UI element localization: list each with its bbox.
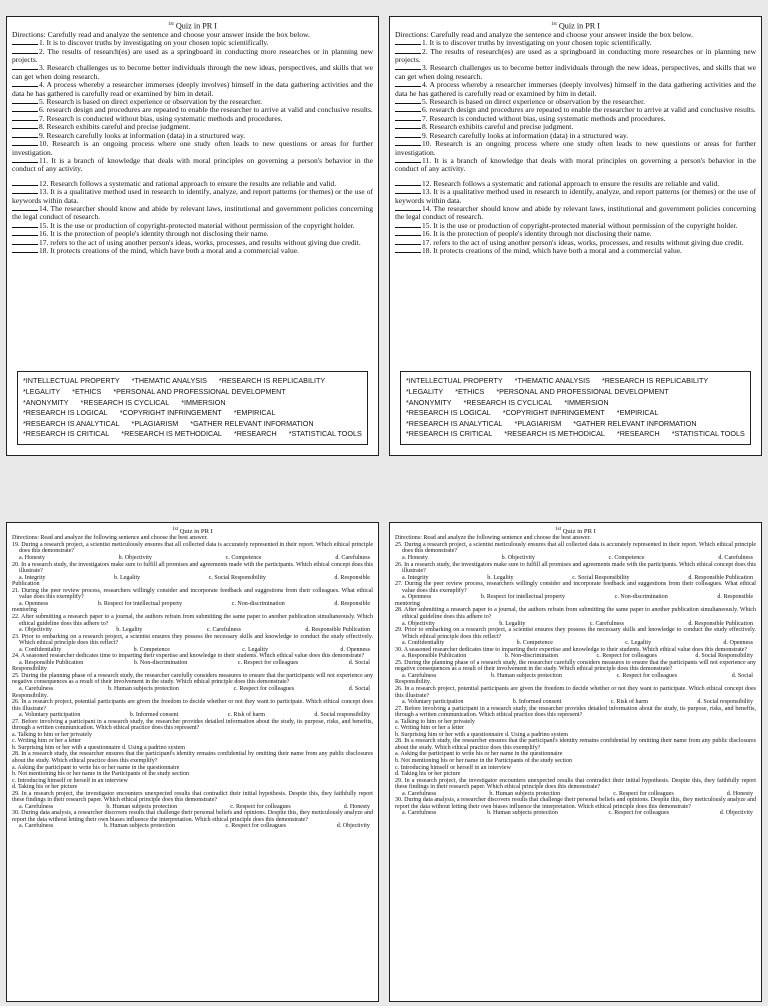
answer-option: a. Voluntary participation	[19, 712, 81, 719]
answer-option: b. Legality	[487, 574, 514, 581]
directions: Directions: Carefully read and analyze the sentence and choose your answer inside the box below.	[12, 29, 310, 39]
answer-blank	[12, 193, 38, 194]
question: 29. In a research project, the investigator encounters unexpected results that contradict their initial hypothesis. Despite this, they faithfully report these findings in their research paper. Which ethical principle does this demonstrate?	[12, 790, 373, 804]
choice-option: *ANONYMITY	[406, 397, 452, 407]
question: 22. After submitting a research paper to a journal, the authors refrain from submitting the same paper to another publication simultaneously. Which ethical guideline does this adhere to?	[12, 613, 373, 627]
answer-line: d. Taking his or her picture	[395, 771, 461, 778]
answer-blank	[395, 137, 421, 138]
question: 30. During data analysis, a researcher discovers results that challenge their personal beliefs and opinions. Despite this, they meticulously analyze and report the data without letting their own biases influence the interpretation. Which ethical principle does this demonstrate?	[12, 810, 373, 823]
answer-option: d. Responsible	[334, 600, 370, 607]
page-title: $^{1st}$ Quiz in PR I	[172, 527, 213, 536]
choice-row	[406, 376, 745, 387]
choice-option: *RESEARCH IS CRITICAL	[23, 429, 110, 439]
matching-item	[12, 140, 373, 157]
answer-option: a. Objectivity	[19, 627, 52, 634]
matching-item-text: 1. It is to discover truths by investigating on your chosen topic scientifically.	[39, 38, 269, 48]
answer-blank	[395, 103, 421, 104]
answer-choices-box	[400, 371, 751, 445]
answer-blank	[395, 185, 421, 186]
answer-blank	[395, 227, 421, 228]
choice-option: *THEMATIC ANALYSIS	[131, 376, 207, 386]
answer-line: c. Introducing himself or herself in an interview	[395, 764, 511, 771]
answer-line: b. Surprising him or her with a questionnaire d. Using a padrino system	[12, 744, 185, 751]
question: 21. During the peer review process, researchers willingly consider and incorporate feedback and suggestions from their colleagues. What ethical value does this exemplify?	[12, 587, 373, 601]
matching-item-text: 11. It is a branch of knowledge that deals with moral principles on governing a person's behavior in the conduct of any activity.	[12, 155, 373, 174]
quiz-page-matching-left	[6, 16, 379, 456]
answer-blank	[12, 53, 38, 54]
question: 26. In a research project, potential participants are given the freedom to decide whether or not they want to participate. Which ethical concept does this illustrate?	[12, 699, 373, 712]
matching-item	[395, 140, 756, 157]
answer-option: b. Informed consent	[512, 699, 562, 706]
answer-line: c. Writing him or her a letter	[12, 738, 81, 745]
choice-option: *LEGALITY	[23, 387, 61, 397]
question: 27. Before involving a participant in a research study, the researcher provides detailed information about the study, its purpose, risks, and benefits, through a written communication. Which ethical practice does this represent?	[12, 718, 373, 732]
matching-item-text: 1. It is to discover truths by investigating on your chosen topic scientifically.	[422, 38, 652, 48]
matching-item-text: 5. Research is based on direct experience or observation by the researcher.	[39, 97, 263, 107]
matching-item-text: 3. Research challenges us to become better individuals through the new ideas, perspectives, and skills that we can get when doing research.	[12, 63, 373, 81]
answer-option: c. Respect for colleagues	[233, 685, 295, 692]
matching-item-text: 11. It is a branch of knowledge that deals with moral principles on governing a person's behavior in the conduct of any activity.	[395, 155, 756, 174]
answer-blank	[12, 244, 38, 245]
choice-option: *PLAGIARISM	[131, 418, 179, 428]
answer-line: a. Talking to him or her privately	[12, 731, 92, 738]
answer-option: b. Informed consent	[129, 712, 179, 719]
answer-blank	[395, 145, 421, 146]
question: 24. A seasoned researcher dedicates time to imparting their expertise and knowledge to their students. Which ethical value does this demonstrate?	[12, 653, 365, 660]
answer-option: d. Openness	[340, 646, 370, 653]
choice-option: *PERSONAL AND PROFESSIONAL DEVELOPMENT	[113, 387, 286, 397]
matching-item-text: 6. research design and procedures are repeated to enable the researcher to arrive at valid and conclusive results.	[39, 105, 373, 115]
answer-option: d. Social	[348, 685, 370, 692]
choice-option: *IMMERSION	[181, 397, 226, 407]
question: 28. In a research study, the researcher ensures that the participant's identity remains confidential by omitting their name from any public disclosures about the study. Which ethical practice does this exemplify?	[395, 738, 756, 751]
choice-option: *ANONYMITY	[23, 397, 69, 407]
choice-option: *RESEARCH IS LOGICAL	[406, 408, 491, 418]
matching-item	[395, 64, 756, 81]
page-title: $^{1st}$ Quiz in PR I	[555, 527, 596, 536]
answer-option: c. Legality	[625, 640, 652, 647]
answer-line: b. Surprising him or her with a questionnaire d. Using a padrino system	[395, 731, 568, 738]
matching-item	[395, 48, 756, 65]
answer-option: b. Human subjects protection	[489, 790, 561, 797]
question: 28. In a research study, the researcher ensures that the participant's identity remains confidential by omitting their name from any public disclosures about the study. Which ethical practice does this exemplify?	[12, 751, 373, 764]
choice-option: *INTELLECTUAL PROPERTY	[23, 376, 120, 386]
matching-item-text: 2. The results of research(es) are used as a springboard in conducting more researches or in planning new projects.	[12, 46, 373, 65]
answer-line: b. Not mentioning his or her name in the Participants of the study section	[395, 757, 573, 764]
matching-item-text: 10. Research is an ongoing process where one study often leads to new questions or areas for further investigation.	[395, 139, 756, 157]
answer-option: d. Social	[731, 672, 753, 679]
choice-option: *ETHICS	[455, 387, 485, 397]
answer-option: c. Risk of harm	[227, 712, 265, 719]
answer-option: b. Respect for intellectual property	[480, 594, 565, 601]
question: 25. During the planning phase of a research study, the researcher carefully considers measures to ensure that the participants will not experience any negative consequences as a result of their involvement in the study. Which ethical principle does this demonstrate?	[395, 659, 756, 673]
answer-option: a. Integrity	[402, 574, 429, 581]
choice-option: *RESEARCH	[233, 429, 277, 439]
mc-questions	[395, 542, 756, 817]
answer-blank	[12, 69, 38, 70]
answer-blank	[395, 235, 421, 236]
answer-option: b. Legality	[116, 627, 143, 634]
answer-option: a. Carefulness	[402, 672, 437, 679]
choice-option: *PLAGIARISM	[514, 418, 562, 428]
answer-option: d. Responsible Publication	[688, 574, 753, 581]
answer-option: a. Carefulness	[402, 790, 437, 797]
question: 30. A seasoned researcher dedicates time to imparting their expertise and knowledge to their students. Which ethical value does this demonstrate?	[395, 646, 748, 653]
choice-row	[23, 419, 362, 430]
answer-option: c. Competence	[225, 555, 262, 562]
answer-blank	[395, 252, 421, 253]
matching-item-text: 8. Research exhibits careful and precise judgment.	[39, 122, 191, 132]
matching-item	[395, 205, 756, 222]
answer-option: c. Risk of harm	[610, 699, 648, 706]
answer-option: d. Responsible Publication	[305, 627, 370, 634]
answer-line: mentoring	[12, 607, 37, 614]
question: 20. In a research study, the investigators make sure to fulfill all promises and agreements made with the participants. Which ethical concept does this illustrate?	[12, 561, 373, 575]
choice-option: *PERSONAL AND PROFESSIONAL DEVELOPMENT	[496, 387, 669, 397]
matching-item-text: 15. It is the use or production of copyright-protected material without permission of the copyright holder.	[422, 220, 738, 230]
answer-blank	[12, 227, 38, 228]
choice-option: *GATHER RELEVANT INFORMATION	[573, 418, 697, 428]
quiz-page-mc-right	[389, 522, 762, 1002]
matching-items	[12, 39, 373, 255]
mc-questions	[12, 542, 373, 830]
answer-option: c. Social Responsibility	[208, 574, 266, 581]
answer-blank	[395, 162, 421, 163]
answer-option: b. Non-discrimination	[133, 659, 188, 666]
answer-blank	[395, 53, 421, 54]
answer-option: d. Responsible Publication	[688, 620, 753, 627]
answer-option: c. Non-discrimination	[614, 594, 668, 601]
matching-item-text: 16. It is the protection of people's identity through not disclosing their name.	[39, 229, 269, 239]
matching-item-text: 13. It is a qualitative method used in research to identify, analyze, and report patterns (or themes) or the use of keywords within data.	[12, 187, 373, 205]
choice-option: *ETHICS	[72, 387, 102, 397]
choice-option: *STATISTICAL TOOLS	[671, 429, 745, 439]
answer-blank	[12, 252, 38, 253]
directions: Directions: Read and analyze the following sentence and choose the best answer.	[395, 535, 591, 542]
answer-option: a. Responsible Publication	[402, 653, 467, 660]
answer-blank	[395, 193, 421, 194]
answer-option: a. Confidentiality	[19, 646, 62, 653]
choice-option: *COPYRIGHT INFRINGEMENT	[119, 408, 222, 418]
matching-item-text: 8. Research exhibits careful and precise judgment.	[422, 122, 574, 132]
answer-line: b. Not mentioning his or her name in the Participants of the study section	[12, 771, 190, 778]
choice-option: *THEMATIC ANALYSIS	[514, 376, 590, 386]
answer-option: b. Respect for intellectual property	[97, 600, 182, 607]
answer-option: d. Responsible	[334, 574, 370, 581]
answer-line: mentoring	[395, 600, 420, 607]
answer-line: Publication	[12, 581, 40, 588]
matching-item-text: 17. refers to the act of using another person's ideas, works, processes, and results without giving due credit.	[39, 237, 361, 247]
answer-option: d. Social Responsibility	[695, 653, 753, 660]
matching-item-text: 7. Research is conducted without bias, using systematic methods and procedures.	[39, 113, 283, 123]
matching-item-text: 7. Research is conducted without bias, using systematic methods and procedures.	[422, 113, 666, 123]
answer-option: b. Objectivity	[501, 555, 535, 562]
answer-option: b. Legality	[113, 574, 141, 581]
answer-blank	[12, 120, 38, 121]
answer-option: c. Non-discrimination	[231, 600, 285, 607]
choice-row	[23, 398, 362, 409]
answer-option: a. Carefulness	[19, 685, 54, 692]
matching-item-text: 18. It protects creations of the mind, which have both a moral and a commercial value.	[422, 245, 682, 255]
question: 25. During the planning phase of a research study, the researcher carefully considers measures to ensure that the participants will not experience any negative consequences as a result of their involvement in the study. Which ethical principle does this demonstrate?	[12, 672, 373, 686]
page-title: $^{1st}$ Quiz in PR I	[550, 21, 601, 31]
answer-line: a. Talking to him or her privately	[395, 718, 475, 725]
answer-option: d. Responsible	[717, 594, 753, 601]
matching-item-text: 5. Research is based on direct experience or observation by the researcher.	[422, 97, 646, 107]
matching-item-text: 14. The researcher should know and abide by relevant laws, institutional and government policies concerning the legal conduct of research.	[395, 203, 756, 222]
answer-option: a. Carefulness	[19, 803, 54, 810]
matching-item	[395, 247, 756, 255]
answer-blank	[395, 86, 421, 87]
answer-option: b. Objectivity	[118, 555, 152, 562]
choice-option: *RESEARCH IS CRITICAL	[406, 429, 493, 439]
matching-item-text: 3. Research challenges us to become better individuals through the new ideas, perspectives, and skills that we can get when doing research.	[395, 63, 756, 81]
matching-item-text: 4. A process whereby a researcher immerses (deeply involves) himself in the data gathering activities and the data he has gathered is carefully read or examined by him in detail.	[395, 80, 756, 98]
answer-blank	[12, 210, 38, 211]
page-title: $^{1st}$ Quiz in PR I	[167, 21, 218, 31]
matching-item-text: 9. Research carefully looks at information (data) in a structured way.	[39, 130, 246, 140]
matching-item	[395, 157, 756, 174]
answer-option: d. Honesty	[726, 790, 753, 797]
answer-line: Responsibility	[12, 666, 47, 673]
answer-blank	[395, 111, 421, 112]
matching-item	[12, 81, 373, 98]
answer-option: d. Social responsibility	[697, 699, 753, 706]
question: 25. During a research project, a scientist meticulously ensures that all collected data is accurately represented in their report. Which ethical principle does this demonstrate?	[395, 541, 756, 555]
answer-option: d. Objectivity	[336, 823, 370, 830]
answer-line: Responsibility.	[395, 679, 432, 686]
choice-option: *RESEARCH IS REPLICABILITY	[218, 376, 326, 386]
matching-item-text: 13. It is a qualitative method used in research to identify, analyze, and report patterns (or themes) or the use of keywords within data.	[395, 187, 756, 205]
answer-blank	[12, 162, 38, 163]
answer-blank	[12, 235, 38, 236]
answer-choices-box	[17, 371, 368, 445]
choice-row	[406, 429, 745, 440]
quiz-page-matching-right	[389, 16, 762, 456]
choice-option: *RESEARCH IS CYCLICAL	[463, 397, 553, 407]
answer-option: a. Honesty	[402, 555, 428, 562]
question: 28. After submitting a research paper to a journal, the authors refrain from submitting the same paper to another publication simultaneously. Which ethical guideline does this adhere to?	[395, 607, 756, 620]
question: 23. Prior to embarking on a research project, a scientist ensures they possess the necessary skills and knowledge to conduct the study effectively. Which ethical principle does this reflect?	[12, 633, 373, 647]
answer-line: d. Taking his or her picture	[12, 784, 78, 791]
answer-option: a. Carefulness	[402, 810, 437, 817]
matching-item-text: 9. Research carefully looks at information (data) in a structured way.	[422, 130, 629, 140]
answer-option: d. Objectivity	[719, 810, 753, 817]
choice-option: *RESEARCH IS CYCLICAL	[80, 397, 170, 407]
matching-item-text: 10. Research is an ongoing process where one study often leads to new questions or areas for further investigation.	[12, 139, 373, 157]
answer-option: c. Respect for colleagues	[596, 653, 657, 660]
choice-option: *INTELLECTUAL PROPERTY	[406, 376, 503, 386]
answer-blank	[395, 128, 421, 129]
answer-option: a. Objectivity	[402, 620, 435, 627]
answer-option: a. Carefulness	[19, 823, 54, 830]
answer-option: a. Confidentiality	[402, 640, 445, 647]
answer-option: d. Honesty	[343, 803, 370, 810]
choice-option: *LEGALITY	[406, 387, 444, 397]
choice-row	[406, 419, 745, 430]
answer-option: d. Social	[348, 659, 370, 666]
answer-option: d. Carefulness	[335, 555, 370, 562]
directions: Directions: Carefully read and analyze the sentence and choose your answer inside the box below.	[395, 29, 693, 39]
question: 26. In a research project, potential participants are given the freedom to decide whether or not they want to participate. Which ethical concept does this illustrate?	[395, 685, 756, 699]
answer-line: Responsibility.	[12, 692, 49, 699]
answer-option: c. Respect for colleagues	[230, 803, 291, 810]
answer-blank	[395, 120, 421, 121]
choice-option: *IMMERSION	[564, 397, 609, 407]
answer-line: a. Asking the participant to write his or her name in the questionnaire	[12, 764, 180, 771]
answer-option: c. Respect for colleagues	[616, 672, 678, 679]
answer-option: c. Respect for colleagues	[225, 823, 286, 830]
question: 26. In a research study, the investigators make sure to fulfill all promises and agreements made with the participants. Which ethical concept does this illustrate?	[395, 561, 756, 575]
matching-item-text: 17. refers to the act of using another person's ideas, works, processes, and results without giving due credit.	[422, 237, 744, 247]
directions: Directions: Read and analyze the following sentence and choose the best answer.	[12, 535, 208, 542]
choice-row	[406, 408, 745, 419]
choice-row	[23, 376, 362, 387]
answer-blank	[12, 44, 38, 45]
matching-item	[12, 64, 373, 81]
answer-blank	[395, 210, 421, 211]
answer-option: b. Human subjects protection	[491, 672, 562, 679]
matching-item-text: 2. The results of research(es) are used as a springboard in conducting more researches or in planning new projects.	[395, 46, 756, 65]
choice-option: *RESEARCH IS LOGICAL	[23, 408, 108, 418]
answer-option: b. Legality	[499, 620, 526, 627]
choice-option: *RESEARCH IS ANALYTICAL	[23, 418, 120, 428]
choice-row	[23, 408, 362, 419]
choice-option: *RESEARCH	[616, 429, 660, 439]
answer-option: d. Social responsibility	[314, 712, 370, 719]
choice-row	[23, 387, 362, 398]
choice-row	[406, 387, 745, 398]
choice-option: *RESEARCH IS ANALYTICAL	[406, 418, 503, 428]
question: 29. In a research project, the investigator encounters unexpected results that contradict their initial hypothesis. Despite this, they faithfully report these findings in their research paper. Which ethical principle does this demonstrate?	[395, 777, 756, 791]
matching-item	[12, 188, 373, 205]
matching-item-text: 4. A process whereby a researcher immerses (deeply involves) himself in the data gathering activities and the data he has gathered is carefully read or examined by him in detail.	[12, 80, 373, 98]
answer-option: b. Competence	[516, 640, 553, 647]
matching-item-text: 6. research design and procedures are repeated to enable the researcher to arrive at valid and conclusive results.	[422, 105, 756, 115]
answer-blank	[395, 244, 421, 245]
answer-line: a. Asking the participant to write his or her name in the questionnaire	[395, 751, 563, 758]
answer-option: c. Carefulness	[206, 627, 242, 634]
answer-option: b. Competence	[133, 646, 170, 653]
matching-item-text: 18. It protects creations of the mind, which have both a moral and a commercial value.	[39, 245, 299, 255]
choice-option: *GATHER RELEVANT INFORMATION	[190, 418, 314, 428]
matching-item	[12, 48, 373, 65]
answer-option: b. Human subjects protection	[108, 685, 179, 692]
answer-option: a. Voluntary participation	[402, 699, 464, 706]
choice-option: *COPYRIGHT INFRINGEMENT	[502, 408, 605, 418]
choice-option: *RESEARCH IS REPLICABILITY	[601, 376, 709, 386]
answer-blank	[395, 44, 421, 45]
quiz-page-mc-left	[6, 522, 379, 1002]
answer-option: a. Openness	[19, 600, 49, 607]
answer-option: d. Carefulness	[718, 555, 753, 562]
answer-option: a. Responsible Publication	[19, 659, 84, 666]
matching-item-text: 14. The researcher should know and abide by relevant laws, institutional and government policies concerning the legal conduct of research.	[12, 203, 373, 222]
question: 19. During a research project, a scientist meticulously ensures that all collected data is accurately represented in their report. Which ethical principle does this demonstrate?	[12, 541, 373, 555]
answer-option: d. Openness	[723, 640, 753, 647]
matching-item	[12, 157, 373, 174]
choice-option: *EMPIRICAL	[233, 408, 276, 418]
answer-option: c. Competence	[608, 555, 645, 562]
question: 30. During data analysis, a researcher discovers results that challenge their personal beliefs and opinions. Despite this, they meticulously analyze and report the data without letting their own biases influence the interpretation. Which ethical principle does this demonstrate?	[395, 797, 756, 810]
matching-item-text: 12. Research follows a systematic and rational approach to ensure the results are reliable and valid.	[39, 178, 337, 188]
matching-items	[395, 39, 756, 255]
question: 27. Before involving a participant in a research study, the researcher provides detailed information about the study, its purpose, risks, and benefits, through a written communication. Which ethical practice does this represent?	[395, 705, 756, 719]
matching-item-text: 12. Research follows a systematic and rational approach to ensure the results are reliable and valid.	[422, 178, 720, 188]
answer-option: b. Human subjects protection	[106, 803, 178, 810]
answer-line: c. Introducing himself or herself in an interview	[12, 777, 128, 784]
option-row	[395, 810, 756, 817]
answer-option: c. Legality	[242, 646, 269, 653]
matching-item	[395, 188, 756, 205]
answer-line: c. Writing him or her a letter	[395, 725, 464, 732]
matching-item	[395, 81, 756, 98]
answer-option: c. Social Responsibility	[572, 574, 630, 581]
answer-option: b. Non-discrimination	[504, 653, 559, 660]
answer-option: c. Respect for colleagues	[608, 810, 669, 817]
question: 29. Prior to embarking on a research project, a scientist ensures they possess the necessary skills and knowledge to conduct the study effectively. Which ethical principle does this reflect?	[395, 627, 756, 640]
choice-option: *STATISTICAL TOOLS	[288, 429, 362, 439]
answer-blank	[12, 137, 38, 138]
matching-item-text: 16. It is the protection of people's identity through not disclosing their name.	[422, 229, 652, 239]
matching-item-text: 15. It is the use or production of copyright-protected material without permission of the copyright holder.	[39, 220, 355, 230]
answer-blank	[12, 145, 38, 146]
answer-blank	[12, 86, 38, 87]
answer-option: a. Honesty	[19, 555, 45, 562]
answer-blank	[12, 185, 38, 186]
answer-option: c. Respect for colleagues	[613, 790, 674, 797]
matching-item	[12, 205, 373, 222]
answer-option: c. Carefulness	[589, 620, 625, 627]
answer-option: a. Openness	[402, 594, 432, 601]
matching-item	[12, 247, 373, 255]
answer-blank	[12, 111, 38, 112]
choice-option: *RESEARCH IS METHODICAL	[504, 429, 605, 439]
option-row	[12, 823, 373, 830]
answer-option: b. Human subjects protection	[103, 823, 175, 830]
answer-option: a. Integrity	[19, 574, 46, 581]
answer-blank	[12, 103, 38, 104]
choice-row	[406, 398, 745, 409]
answer-option: c. Respect for colleagues	[237, 659, 299, 666]
choice-option: *RESEARCH IS METHODICAL	[121, 429, 222, 439]
question: 27. During the peer review process, researchers willingly consider and incorporate feedback and suggestions from their colleagues. What ethical value does this exemplify?	[395, 581, 756, 594]
choice-option: *EMPIRICAL	[616, 408, 659, 418]
choice-row	[23, 429, 362, 440]
answer-blank	[12, 128, 38, 129]
answer-option: b. Human subjects protection	[486, 810, 558, 817]
answer-blank	[395, 69, 421, 70]
